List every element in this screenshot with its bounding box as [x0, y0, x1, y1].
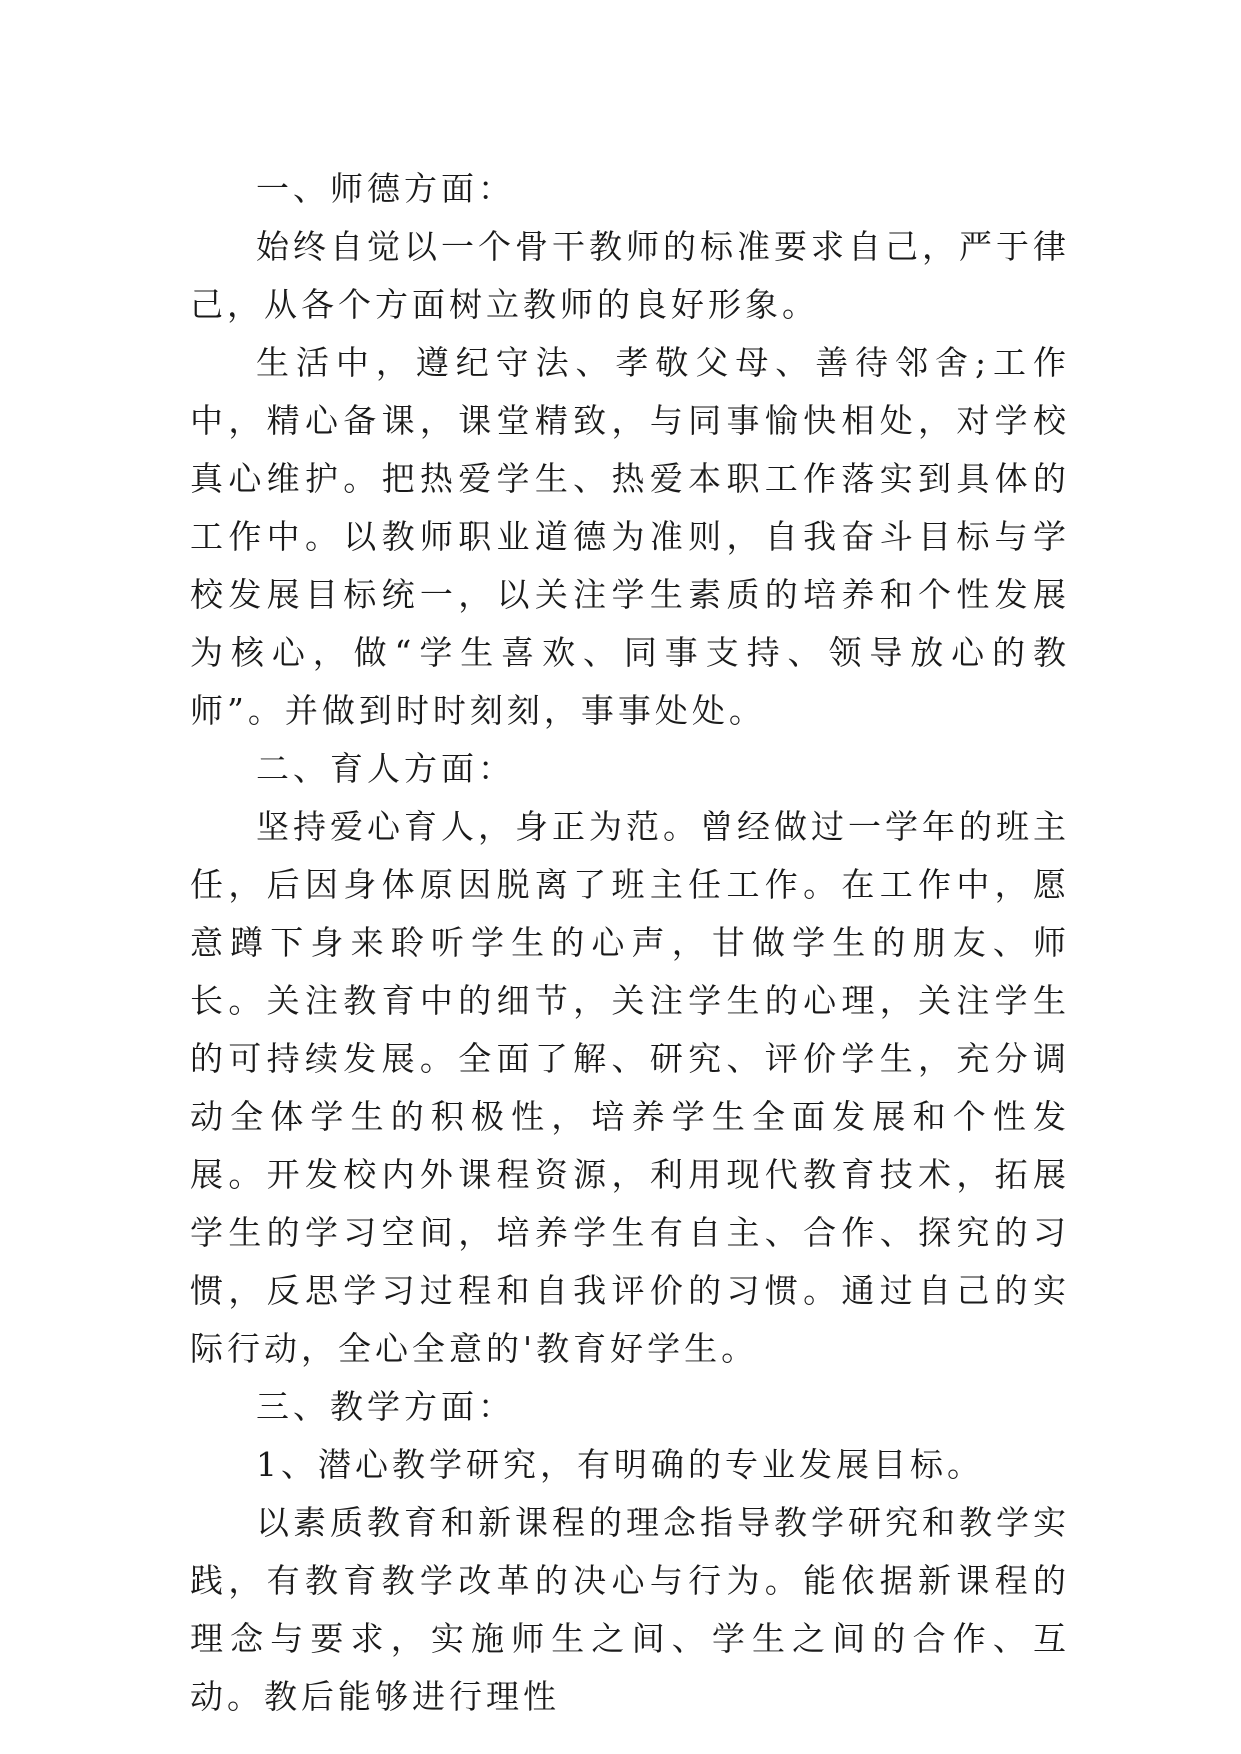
- paragraph-teaching-research: 1、潜心教学研究，有明确的专业发展目标。: [256, 1445, 984, 1484]
- heading-teacher-ethics: 一、师德方面：: [256, 169, 515, 208]
- document-body: [190, 160, 1070, 1726]
- heading-teaching: 三、教学方面：: [256, 1387, 515, 1426]
- paragraph-caring-education: 坚持爱心育人，身正为范。曾经做过一学年的班主任，后因身体原因脱离了班主任工作。在工作中，愿意蹲下身来聆听学生的心声，甘做学生的朋友、师长。关注教育中的细节，关注学生的心理，关注学生的可持续发展。全面了解、研究、评价学生，充分调动全体学生的积极性，培养学生全面发展和个性发展。开发校内外课程资源，利用现代教育技术，拓展学生的学习空间，培养学生有自主、合作、探究的习惯，反思学习过程和自我评价的习惯。通过自己的实际行动，全心全意的'教育好学生。: [190, 807, 1070, 1368]
- heading-educating-people: 二、育人方面：: [256, 749, 515, 788]
- paragraph-quality-education: 以素质教育和新课程的理念指导教学研究和教学实践，有教育教学改革的决心与行为。能依据新课程的理念与要求，实施师生之间、学生之间的合作、互动。教后能够进行理性: [190, 1503, 1070, 1716]
- paragraph-self-discipline: 始终自觉以一个骨干教师的标准要求自己，严于律己，从各个方面树立教师的良好形象。: [190, 227, 1070, 324]
- paragraph-life-and-work: 生活中，遵纪守法、孝敬父母、善待邻舍;工作中，精心备课，课堂精致，与同事愉快相处，对学校真心维护。把热爱学生、热爱本职工作落实到具体的工作中。以教师职业道德为准则，自我奋斗目标与学校发展目标统一，以关注学生素质的培养和个性发展为核心，做“学生喜欢、同事支持、领导放心的教师”。并做到时时刻刻，事事处处。: [190, 343, 1070, 730]
